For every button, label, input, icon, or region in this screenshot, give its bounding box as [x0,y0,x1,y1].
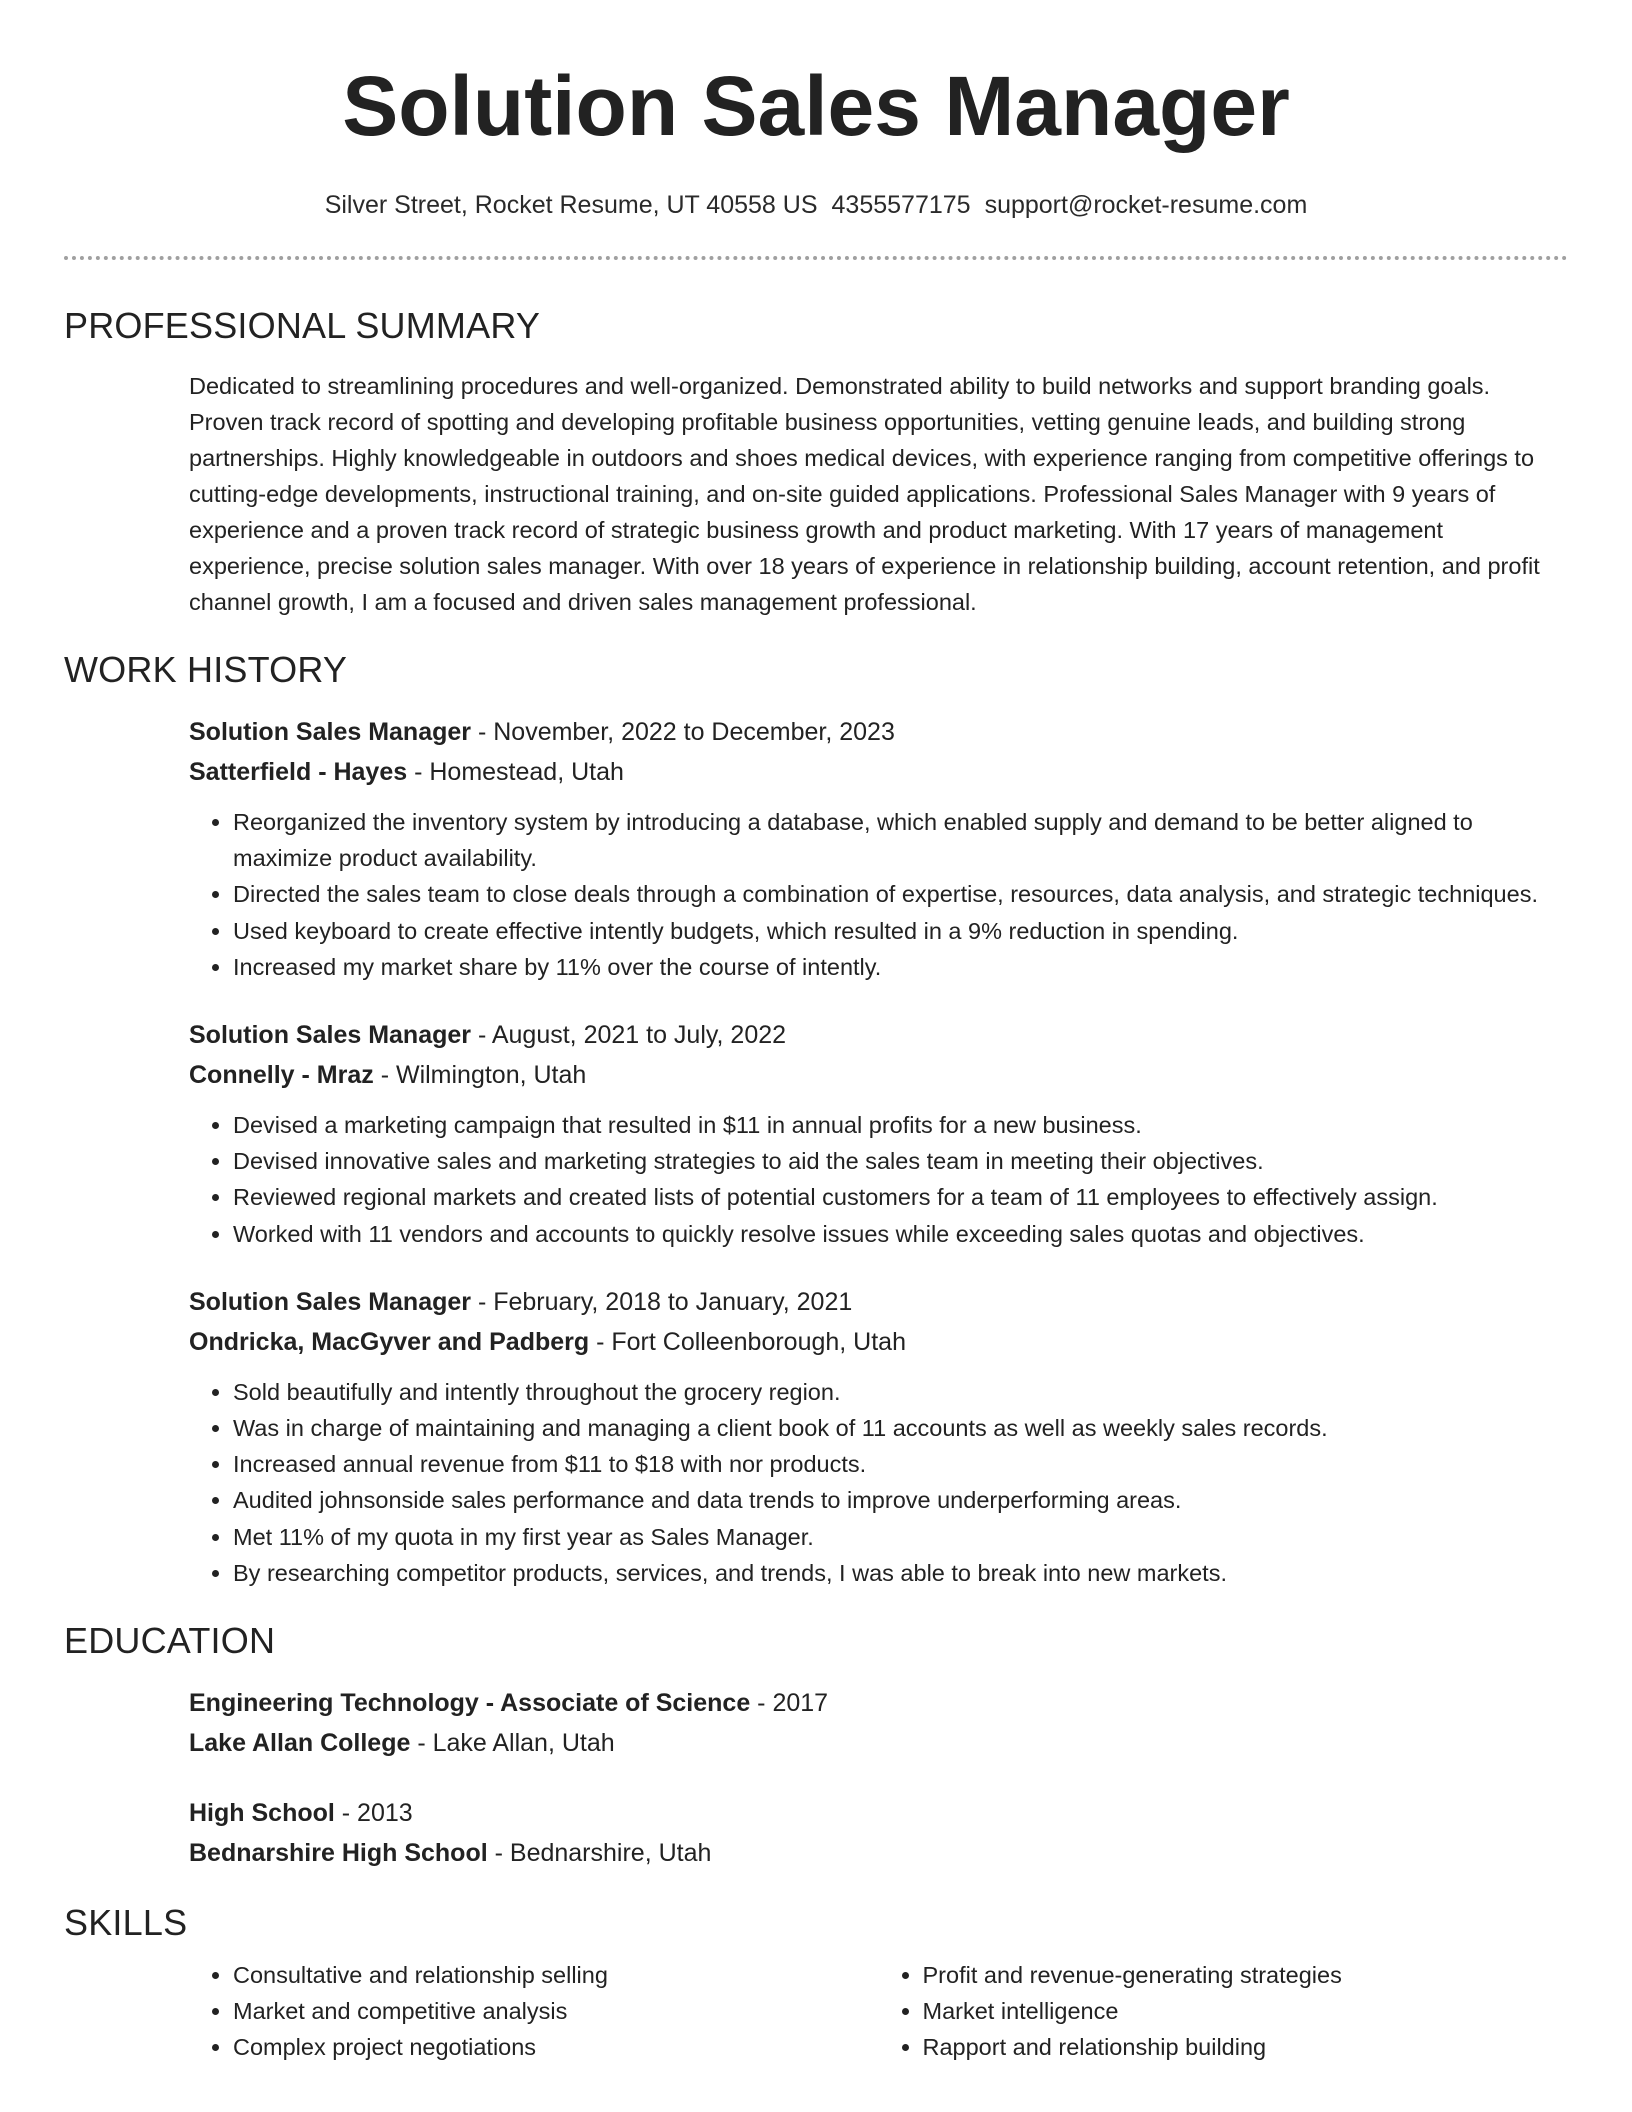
skills-column-right [879,1957,1569,2066]
job-bullets [189,1107,1568,1252]
skill-item: • Rapport and relationship building [923,2029,1569,2065]
job-bullet: • Directed the sales team to close deals through a combination of expertise, resources, data analysis, and strategic techniques. [233,876,1568,912]
contact-phone: 4355577175 [831,191,971,219]
job-title-line [189,1015,1568,1055]
job-bullet: • Audited johnsonside sales performance and data trends to improve underperforming areas. [233,1482,1568,1518]
school-location: - Bednarshire, Utah [487,1839,712,1868]
contact-email: support@rocket-resume.com [984,191,1308,219]
school-location: - Lake Allan, Utah [410,1729,615,1758]
skills-list [189,1957,1568,2066]
job-role: Solution Sales Manager [189,718,472,746]
degree-line [189,1683,1568,1723]
summary-heading: PROFESSIONAL SUMMARY [64,305,541,346]
job-role: Solution Sales Manager [189,1287,472,1316]
job-bullet: • Worked with 11 vendors and accounts to quickly resolve issues while exceeding sales quotas and objectives. [233,1216,1568,1252]
job-bullet: • By researching competitor products, services, and trends, I was able to break into new markets. [233,1555,1568,1591]
job-entry [189,1015,1568,1252]
degree-name: High School [189,1799,335,1828]
degree-year: - 2013 [334,1799,413,1828]
job-bullet: • Devised innovative sales and marketing strategies to aid the sales team in meeting their objectives. [233,1143,1568,1179]
school-name: Lake Allan College [189,1729,411,1758]
work-history-heading: WORK HISTORY [64,649,348,690]
job-company: Ondricka, MacGyver and Padberg [189,1327,590,1356]
degree-line [189,1793,1568,1833]
skill-item: • Consultative and relationship selling [233,1957,879,1993]
job-location: - Homestead, Utah [407,758,624,786]
job-dates: - February, 2018 to January, 2021 [471,1287,853,1316]
skill-item: • Profit and revenue-generating strategies [923,1957,1569,1993]
skill-item: • Market intelligence [923,1993,1569,2029]
degree-name: Engineering Technology - Associate of Science [189,1689,751,1718]
job-company-line [189,1055,1568,1095]
job-bullets [189,804,1568,985]
job-company-line [189,1322,1568,1362]
education-entry [189,1683,1568,1763]
header-divider [64,256,1568,260]
job-company-line [189,752,1568,792]
skills-column-left [189,1957,879,2066]
job-bullets [189,1374,1568,1591]
summary-section [189,368,1568,620]
resume-name: Solution Sales Manager [342,59,1290,153]
job-entry [189,712,1568,985]
job-bullet: • Used keyboard to create effective intently budgets, which resulted in a 9% reduction in spending. [233,913,1568,949]
skills-heading: SKILLS [64,1902,188,1944]
summary-text: Dedicated to streamlining procedures and well-organized. Demonstrated ability to build networks and support branding goals. Proven track record of spotting and developing profitable business opportunities, vetting genuine leads, and building strong partnerships. Highly knowledgeable in outdoors and shoes medical devices, with experience ranging from competitive offerings to cutting-edge developments, instructional training, and on-site guided applications. Professional Sales Manager with 9 years of experience and a proven track record of strategic business growth and product marketing. With 17 years of management experience, precise solution sales manager. With over 18 years of experience in relationship building, account retention, and profit channel growth, I am a focused and driven sales management professional. [189,373,1540,615]
contact-address: Silver Street, Rocket Resume, UT 40558 US [324,191,818,219]
job-bullet: • Increased my market share by 11% over the course of intently. [233,949,1568,985]
job-entry [189,1282,1568,1591]
degree-year: - 2017 [750,1689,829,1718]
job-bullet: • Devised a marketing campaign that resulted in $11 in annual profits for a new business. [233,1107,1568,1143]
job-bullet: • Was in charge of maintaining and managing a client book of 11 accounts as well as weekly sales records. [233,1410,1568,1446]
skill-item: • Market and competitive analysis [233,1993,879,2029]
job-location: - Fort Colleenborough, Utah [589,1327,906,1356]
job-role: Solution Sales Manager [189,1021,472,1050]
job-dates: - August, 2021 to July, 2022 [471,1021,787,1050]
job-title-line [189,712,1568,752]
education-heading: EDUCATION [64,1620,276,1662]
job-bullet: • Increased annual revenue from $11 to $18 with nor products. [233,1446,1568,1482]
skill-item: • Complex project negotiations [233,2029,879,2065]
job-bullet: • Reorganized the inventory system by introducing a database, which enabled supply and demand to be better aligned to maximize product availability. [233,804,1568,876]
job-title-line [189,1282,1568,1322]
job-dates: - November, 2022 to December, 2023 [471,718,895,746]
job-bullet: • Met 11% of my quota in my first year as Sales Manager. [233,1519,1568,1555]
job-company: Connelly - Mraz [189,1061,374,1090]
education-entry [189,1793,1568,1873]
job-bullet: • Sold beautifully and intently throughout the grocery region. [233,1374,1568,1410]
school-name: Bednarshire High School [189,1839,488,1868]
contact-line [0,188,1632,222]
job-bullet: • Reviewed regional markets and created lists of potential customers for a team of 11 employees to effectively assign. [233,1179,1568,1215]
job-location: - Wilmington, Utah [373,1061,587,1090]
school-line [189,1833,1568,1873]
job-company: Satterfield - Hayes [189,758,408,786]
school-line [189,1723,1568,1763]
